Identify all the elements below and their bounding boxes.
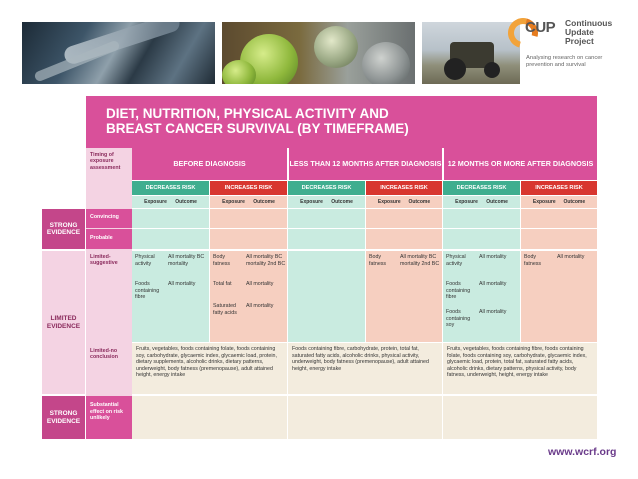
timing-label: Timing of exposure assessment — [90, 152, 121, 171]
cell-before-dec-suggestive: Physical activity All mortality BC mortality Foods containing fibre All mortality — [132, 251, 209, 342]
cell-less-dec-suggestive — [288, 251, 365, 342]
page-title: DIET, NUTRITION, PHYSICAL ACTIVITY AND BREAST CANCER SURVIVAL (BY TIMEFRAME) — [86, 96, 597, 148]
header-increases-risk: INCREASES RISK — [366, 181, 442, 195]
cell-more-inc-strong — [521, 209, 597, 249]
cell-less-no-conclusion: Foods containing fibre, carbohydrate, protein, total fat, saturated fatty acids, alcoholic drinks, physical activity, underweight, body fatness (premenopause), adult attained height, energy intake — [288, 343, 442, 394]
cell-less-dec-strong — [288, 209, 365, 249]
row-convincing: Convincing — [86, 209, 132, 228]
row-substantial-effect: Substantial effect on risk unlikely — [86, 396, 132, 439]
row-limited-suggestive: Limited-suggestive — [90, 254, 118, 267]
cup-logo — [508, 18, 618, 88]
cell-before-inc-suggestive: Body fatness All mortality BC mortality 2nd BC Total fat All mortality Saturated fatty acids All mortality — [210, 251, 287, 342]
row-limited-no-conclusion: Limited-no conclusion — [90, 348, 118, 361]
breast-cancer-survival-table — [42, 96, 597, 439]
cell-less-inc-suggestive: Body fatness All mortality BC mortality 2nd BC — [366, 251, 442, 342]
cell-before-dec-strong — [132, 209, 209, 249]
footer-url[interactable]: www.wcrf.org — [548, 446, 617, 458]
row-probable: Probable — [86, 229, 132, 249]
exposure-outcome-header: Exposure Outcome — [521, 196, 597, 208]
evidence-limited: LIMITED EVIDENCE — [42, 251, 85, 394]
evidence-strong: STRONG EVIDENCE — [42, 209, 85, 249]
cell-less-inc-strong — [366, 209, 442, 249]
exposure-outcome-header: Exposure Outcome — [366, 196, 442, 208]
row-divider — [132, 228, 597, 229]
cell-more-substantial — [443, 396, 597, 439]
cell-more-dec-strong — [443, 209, 520, 249]
evidence-strong-unlikely: STRONG EVIDENCE — [42, 396, 85, 439]
cell-before-no-conclusion: Fruits, vegetables, foods containing folate, foods containing soy, carbohydrate, glycaemic index, glycaemic load, protein, dietary supplements, alcoholic drinks, dietary patterns, underweight, body fatness (premenopause), adult attained height, energy intake — [132, 343, 287, 394]
cell-before-inc-strong — [210, 209, 287, 249]
header-decreases-risk: DECREASES RISK — [288, 181, 365, 195]
cup-brand: CUP — [525, 19, 556, 36]
exposure-outcome-header: Exposure Outcome — [443, 196, 520, 208]
header-decreases-risk: DECREASES RISK — [443, 181, 520, 195]
phase-12-months-or-more: 12 MONTHS OR MORE AFTER DIAGNOSIS — [443, 148, 597, 180]
header-photo-apples — [222, 22, 415, 84]
exposure-outcome-header: Exposure Outcome — [288, 196, 365, 208]
header-increases-risk: INCREASES RISK — [210, 181, 287, 195]
cup-tagline: Analysing research on cancer prevention and survival — [526, 55, 603, 68]
cell-less-substantial — [288, 396, 442, 439]
cell-more-no-conclusion: Fruits, vegetables, foods containing fibre, foods containing folate, foods containing soy, carbohydrate, glycaemic index, glycaemic load, protein, total fat, saturated fatty acids, alcoholic drinks, dietary patterns, physical activity, body fatness, underweight, height, energy intake — [443, 343, 597, 394]
cup-title: Continuous Update Project — [565, 18, 613, 46]
phase-less-12-months: LESS THAN 12 MONTHS AFTER DIAGNOSIS — [288, 148, 442, 180]
header-photo-tractor — [422, 22, 520, 84]
exposure-outcome-header: Exposure Outcome — [132, 196, 209, 208]
exposure-outcome-header: Exposure Outcome — [210, 196, 287, 208]
header-decreases-risk: DECREASES RISK — [132, 181, 209, 195]
cell-before-substantial — [132, 396, 287, 439]
header-photo-microscope — [22, 22, 215, 84]
cell-more-inc-suggestive: Body fatness All mortality — [521, 251, 597, 342]
header-increases-risk: INCREASES RISK — [521, 181, 597, 195]
cell-more-dec-suggestive: Physical activity All mortality Foods containing fibre All mortality Foods containing soy All mortality — [443, 251, 520, 342]
phase-before-diagnosis: BEFORE DIAGNOSIS — [132, 148, 287, 180]
